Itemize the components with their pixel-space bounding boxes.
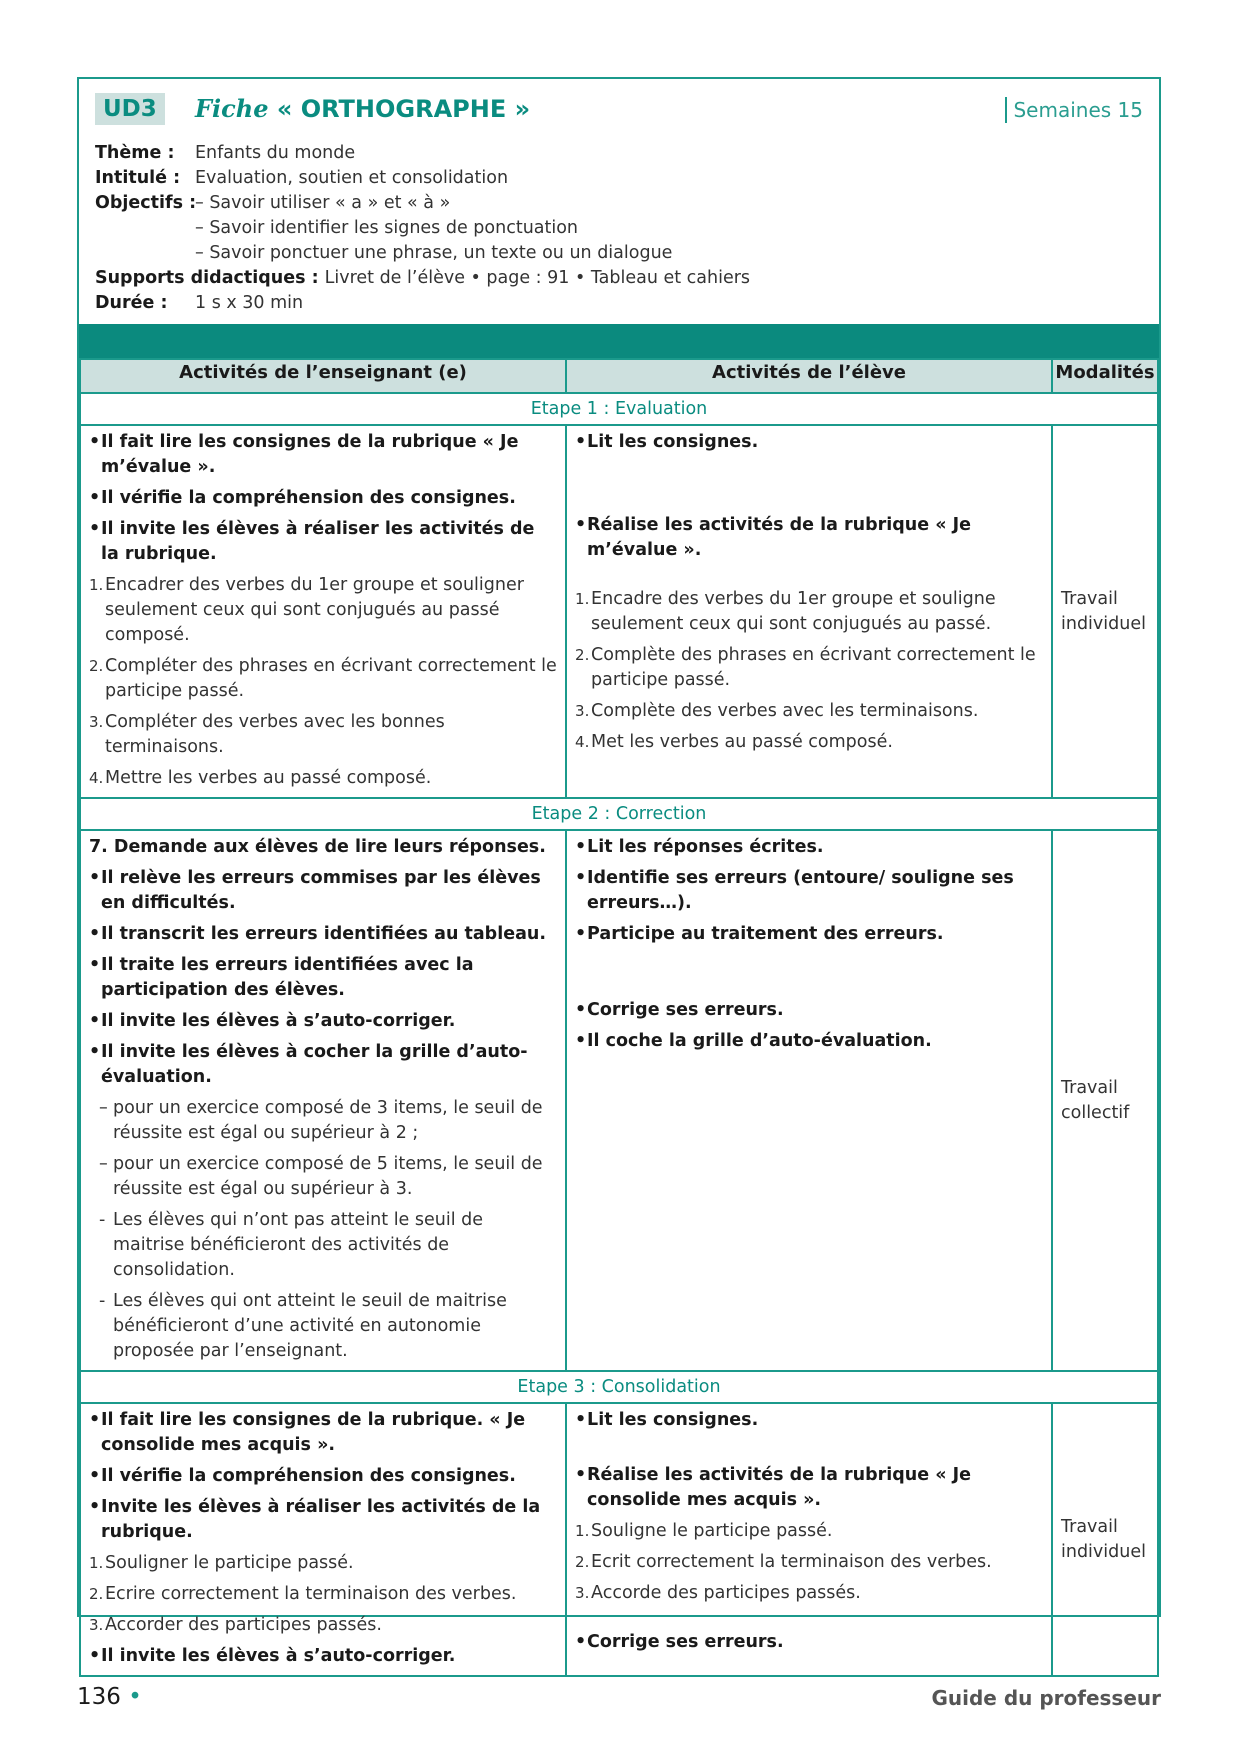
etape-3-enseignant: • Il fait lire les consignes de la rubrique. « Je consolide mes acquis ». • Il vérifie la compréhension des consignes. • Invite les élèves à réaliser les activités de la rubrique. 1. Souligner le participe passé. 2. Ecrire correctement la terminaison des verbes. 3. Accorder des participes passés. • Il invite les élèves à s’auto-corriger. xyxy=(81,1404,565,1675)
list-item: Il vérifie la compréhension des consignes. xyxy=(101,1466,516,1486)
list-item: Met les verbes au passé composé. xyxy=(591,732,893,752)
list-item: Compléter des verbes avec les bonnes terminaisons. xyxy=(105,712,445,757)
list-item: Compléter des phrases en écrivant correctement le participe passé. xyxy=(105,656,557,701)
list-item: Accorde des participes passés. xyxy=(591,1583,861,1603)
list-item: Complète des verbes avec les terminaisons. xyxy=(591,701,979,721)
list-item: Complète des phrases en écrivant correctement le participe passé. xyxy=(591,645,1036,690)
objectifs-label: Objectifs : xyxy=(95,193,197,213)
etape-1-enseignant: • Il fait lire les consignes de la rubrique « Je m’évalue ». • Il vérifie la compréhension des consignes. • Il invite les élèves à réaliser les activités de la rubrique. 1. Encadrer des verbes du 1er groupe et souligner seulement ceux qui sont conjugués au passé composé. 2. Compléter des phrases en écrivant correctement le participe passé. 3. Compléter des verbes avec les bonnes terminaisons. 4. Mettre les verbes au passé composé. xyxy=(81,426,565,797)
activities-table xyxy=(79,358,1159,1677)
list-item: Les élèves qui ont atteint le seuil de maitrise bénéficieront d’une activité en autonomie proposée par l’enseignant. xyxy=(113,1291,507,1361)
list-item: Il invite les élèves à réaliser les activités de la rubrique. xyxy=(101,519,535,564)
week-label: Semaines 15 xyxy=(1005,97,1143,123)
duree-label: Durée : xyxy=(95,293,168,313)
page-number xyxy=(77,1684,142,1710)
list-item: Réalise les activités de la rubrique « Je consolide mes acquis ». xyxy=(587,1465,972,1510)
etape-2-eleve: • Lit les réponses écrites. • Identifie ses erreurs (entoure/ souligne ses erreurs…). • Participe au traitement des erreurs. • Corrige ses erreurs. • Il coche la grille d’auto-évaluation. xyxy=(567,831,1051,1066)
etape-1-eleve: • Lit les consignes. • Réalise les activités de la rubrique « Je m’évalue ». 1. Encadre des verbes du 1er groupe et souligne seulement ceux qui sont conjugués au passé. 2. Complète des phrases en écrivant correctement le participe passé. 3. Complète des verbes avec les terminaisons. 4. Met les verbes au passé composé. xyxy=(567,426,1051,767)
list-item: Lit les réponses écrites. xyxy=(587,837,824,857)
etape-3-eleve: • Lit les consignes. • Réalise les activités de la rubrique « Je consolide mes acquis ». 1. Souligne le participe passé. 2. Ecrit correctement la terminaison des verbes. 3. Accorde des participes passés. • Corrige ses erreurs. xyxy=(567,1404,1051,1661)
header-separator-bar xyxy=(79,324,1159,358)
etape-3-title: Etape 3 : Consolidation xyxy=(80,1371,1158,1403)
list-item: Souligne le participe passé. xyxy=(591,1521,833,1541)
list-item: Encadre des verbes du 1er groupe et souligne seulement ceux qui sont conjugués au passé. xyxy=(591,589,996,634)
etape-2-enseignant: 7. Demande aux élèves de lire leurs réponses. • Il relève les erreurs commises par les élèves en difficultés. • Il transcrit les erreurs identifiées au tableau. • Il traite les erreurs identifiées avec la participation des élèves. • Il invite les élèves à s’auto-corriger. • Il invite les élèves à cocher la grille d’auto-évaluation. – pour un exercice composé de 3 items, le seuil de réussite est égal ou supérieur à 2 ; – pour un exercice composé de 5 items, le seuil de réussite est égal ou supérieur à 3. - Les élèves qui n’ont pas atteint le seuil de maitrise bénéficieront des activités de consolidation. - Les élèves qui ont atteint le seuil de maitrise bénéficieront d’une activité en autonomie proposée par l’enseignant. xyxy=(81,831,565,1370)
intitule-label: Intitulé : xyxy=(95,168,181,188)
list-item: Il traite les erreurs identifiées avec la participation des élèves. xyxy=(101,955,474,1000)
list-item: Invite les élèves à réaliser les activités de la rubrique. xyxy=(101,1497,541,1542)
list-item: Les élèves qui n’ont pas atteint le seuil de maitrise bénéficieront des activités de consolidation. xyxy=(113,1210,484,1280)
list-item: Participe au traitement des erreurs. xyxy=(587,924,944,944)
objectif-1: – Savoir utiliser « a » et « à » xyxy=(195,193,451,213)
list-item: Il transcrit les erreurs identifiées au tableau. xyxy=(101,924,546,944)
duree-value: 1 s x 30 min xyxy=(195,293,304,313)
list-item: Il invite les élèves à s’auto-corriger. xyxy=(101,1011,456,1031)
page-bullet: • xyxy=(128,1684,142,1710)
unit-badge: UD3 xyxy=(95,93,165,125)
col-header-modalites: Modalités xyxy=(1052,359,1158,393)
list-item: Souligner le participe passé. xyxy=(105,1553,354,1573)
list-item: Mettre les verbes au passé composé. xyxy=(105,768,432,788)
list-item: Réalise les activités de la rubrique « Je m’évalue ». xyxy=(587,515,972,560)
etape-1-title: Etape 1 : Evaluation xyxy=(80,393,1158,425)
sheet-meta xyxy=(95,141,750,316)
list-item: Il vérifie la compréhension des consignes. xyxy=(101,488,516,508)
list-item: pour un exercice composé de 3 items, le seuil de réussite est égal ou supérieur à 2 ; xyxy=(113,1098,543,1143)
list-item: Ecrit correctement la terminaison des verbes. xyxy=(591,1552,992,1572)
list-item: Il fait lire les consignes de la rubrique. « Je consolide mes acquis ». xyxy=(101,1410,526,1455)
list-item: Il invite les élèves à s’auto-corriger. xyxy=(101,1646,456,1666)
theme-label: Thème : xyxy=(95,143,175,163)
fiche-prefix: Fiche xyxy=(195,94,269,123)
supports-label: Supports didactiques : xyxy=(95,268,319,288)
footer-title: Guide du professeur xyxy=(931,1686,1161,1710)
sheet-title xyxy=(195,94,530,123)
list-item: Il relève les erreurs commises par les élèves en difficultés. xyxy=(101,868,541,913)
objectif-2: – Savoir identifier les signes de ponctuation xyxy=(195,218,579,238)
list-item: Identifie ses erreurs (entoure/ souligne ses erreurs…). xyxy=(587,868,1014,913)
list-item: Lit les consignes. xyxy=(587,432,759,452)
col-header-enseignant: Activités de l’enseignant (e) xyxy=(80,359,566,393)
supports-value: Livret de l’élève • page : 91 • Tableau et cahiers xyxy=(324,268,751,288)
etape-3-modalite: Travail individuel xyxy=(1061,1516,1146,1562)
list-item: Il invite les élèves à cocher la grille d’auto-évaluation. xyxy=(101,1042,528,1087)
objectif-3: – Savoir ponctuer une phrase, un texte ou un dialogue xyxy=(195,243,673,263)
list-item: Corrige ses erreurs. xyxy=(587,1632,784,1652)
page-number-value: 136 xyxy=(77,1684,121,1710)
theme-value: Enfants du monde xyxy=(195,143,356,163)
etape-2-modalite: Travail collectif xyxy=(1061,1077,1130,1123)
list-item: Il coche la grille d’auto-évaluation. xyxy=(587,1031,932,1051)
list-item: Il fait lire les consignes de la rubrique « Je m’évalue ». xyxy=(101,432,519,477)
sheet-header xyxy=(79,79,1159,324)
col-header-eleve: Activités de l’élève xyxy=(566,359,1052,393)
list-item: pour un exercice composé de 5 items, le seuil de réussite est égal ou supérieur à 3. xyxy=(113,1154,543,1199)
list-item: Accorder des participes passés. xyxy=(105,1615,382,1635)
etape-2-title: Etape 2 : Correction xyxy=(80,798,1158,830)
fiche-title: « ORTHOGRAPHE » xyxy=(276,95,531,123)
list-item: 7. Demande aux élèves de lire leurs réponses. xyxy=(89,837,546,857)
intitule-value: Evaluation, soutien et consolidation xyxy=(195,168,509,188)
list-item: Lit les consignes. xyxy=(587,1410,759,1430)
etape-1-modalite: Travail individuel xyxy=(1061,588,1146,634)
list-item: Corrige ses erreurs. xyxy=(587,1000,784,1020)
list-item: Ecrire correctement la terminaison des verbes. xyxy=(105,1584,517,1604)
list-item: Encadrer des verbes du 1er groupe et souligner seulement ceux qui sont conjugués au passé composé. xyxy=(105,575,524,645)
lesson-sheet xyxy=(77,77,1161,1666)
